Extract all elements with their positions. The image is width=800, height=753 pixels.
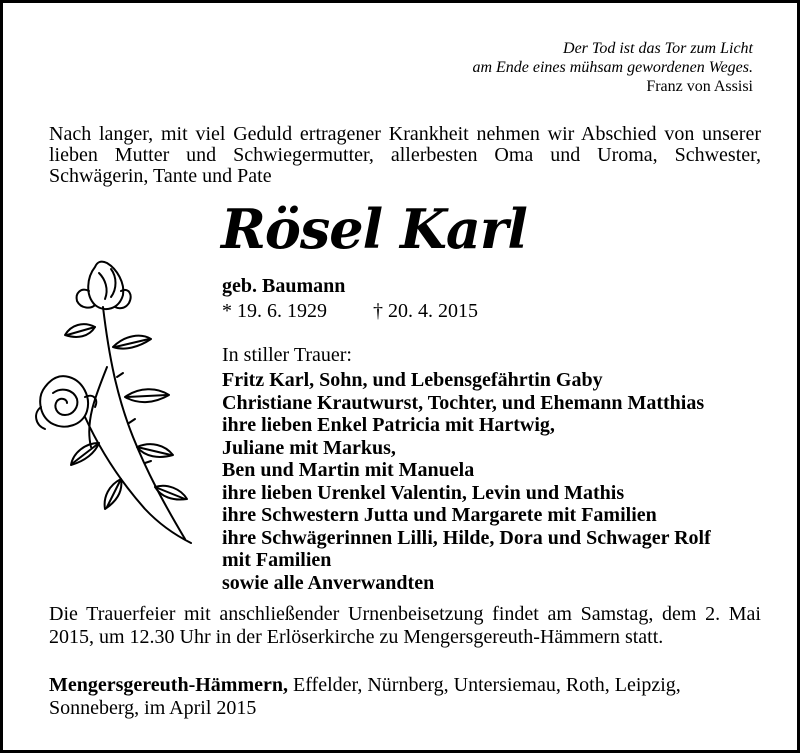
epigraph-author: Franz von Assisi bbox=[646, 78, 753, 95]
mourner-line: Fritz Karl, Sohn, und Lebensgefährtin Gaby bbox=[222, 369, 603, 391]
mourner-line: sowie alle Anverwandten bbox=[222, 571, 435, 594]
mourner-line: ihre lieben Urenkel Valentin, Levin und Mathis bbox=[222, 481, 625, 504]
epigraph bbox=[472, 39, 753, 96]
life-dates bbox=[222, 300, 478, 322]
mourner-line: ihre Schwestern Jutta und Margarete mit Familien bbox=[222, 504, 657, 526]
signoff bbox=[49, 674, 761, 720]
rose-icon bbox=[25, 247, 205, 547]
epigraph-line-1: Der Tod ist das Tor zum Licht bbox=[563, 40, 753, 57]
mourner-line: ihre Schwägerinnen Lilli, Hilde, Dora und Schwager Rolf bbox=[222, 526, 711, 549]
signoff-rest: Effelder, Nürnberg, Untersiemau, Roth, Leipzig, Sonneberg, im April 2015 bbox=[49, 674, 681, 719]
mourner-line: Christiane Krautwurst, Tochter, und Ehemann Matthias bbox=[222, 391, 705, 414]
mourner-line: mit Familien bbox=[222, 549, 332, 571]
mourner-line: Ben und Martin mit Manuela bbox=[222, 459, 475, 481]
death-date: † 20. 4. 2015 bbox=[373, 300, 478, 322]
birth-name: geb. Baumann bbox=[222, 275, 346, 297]
epigraph-line-2: am Ende eines mühsam gewordenen Weges. bbox=[472, 59, 753, 76]
mourners-list bbox=[222, 369, 711, 594]
mourner-line: Juliane mit Markus, bbox=[222, 436, 396, 459]
mourner-line: ihre lieben Enkel Patricia mit Hartwig, bbox=[222, 414, 555, 436]
intro-text: Nach langer, mit viel Geduld ertragener Krankheit nehmen wir Abschied von unserer lieben Mutter und Schwiegermutter, allerbesten Oma und Uroma, Schwester, Schwägerin, Tante und Pate bbox=[49, 123, 761, 187]
birth-date: * 19. 6. 1929 bbox=[222, 300, 327, 322]
signoff-place: Mengersgereuth-Hämmern, bbox=[49, 674, 289, 696]
funeral-notice: Die Trauerfeier mit anschließender Urnenbeisetzung findet am Samstag, dem 2. Mai 2015, um 12.30 Uhr in der Erlöserkirche zu Mengersgereuth-Hämmern statt. bbox=[49, 603, 761, 648]
deceased-name: Rösel Karl bbox=[221, 197, 527, 261]
mourning-label: In stiller Trauer: bbox=[222, 344, 352, 366]
